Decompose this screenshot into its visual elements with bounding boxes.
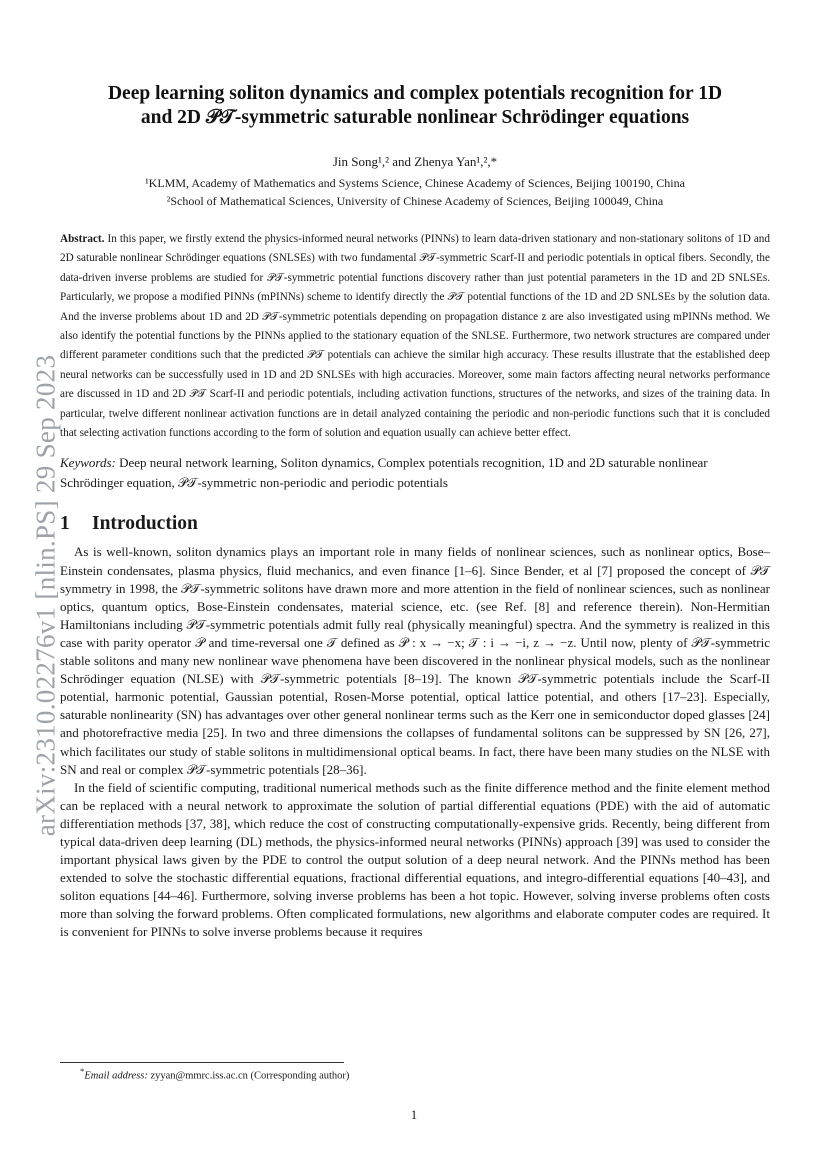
paper-title [60, 82, 770, 130]
page-number: 1 [410, 1107, 418, 1122]
abstract [60, 230, 770, 443]
affiliations [60, 174, 770, 210]
title-line-2: and 2D 𝒫𝒯-symmetric saturable nonlinear Schrödinger equations [140, 107, 690, 128]
introduction-body [60, 543, 770, 941]
abstract-label: Abstract. [60, 233, 105, 245]
keywords-text: Deep neural network learning, Soliton dynamics, Complex potentials recognition, 1D and 2D saturable nonlinear Schrödinger equation, 𝒫𝒯-symmetric non-periodic and periodic potentials [60, 455, 708, 491]
affiliation-2: ²School of Mathematical Sciences, University of Chinese Academy of Sciences, Beijing 100049, China [166, 194, 664, 208]
introduction-paragraph-1: As is well-known, soliton dynamics plays an important role in many fields of nonlinear sciences, such as nonlinear optics, Bose–Einstein condensates, plasma physics, fluid mechanics, and even finance [1–6]. Since Bender, et al [7] proposed the concept of 𝒫𝒯 symmetry in 1998, the 𝒫𝒯-symmetric solitons have drawn more and more attention in the field of nonlinear sciences, such as nonlinear optics, quantum optics, Bose-Einstein condensates, material science, etc. (see Ref. [8] and reference therein). Non-Hermitian Hamiltonians including 𝒫𝒯-symmetric potentials admit fully real (physically meaningful) spectra. And the symmetry is realized in this case with parity operator 𝒫 and time-reversal one 𝒯 defined as 𝒫 : x → −x; 𝒯 : i → −i, z → −z. Until now, plenty of 𝒫𝒯-symmetric stable solitons and many new nonlinear wave phenomena have been discovered in the nonlinear physical models, such as the nonlinear Schrödinger equation (NLSE) with 𝒫𝒯-symmetric potentials [8–19]. The known 𝒫𝒯-symmetric potentials include the Scarf-II potential, harmonic potential, Gaussian potential, Rosen-Morse potential, optical lattice potential, and others [17–23]. Especially, saturable nonlinearity (SN) has advantages over other general nonlinear terms such as the Kerr one in semiconductor doped glasses [24] and photorefractive media [25]. In two and three dimensions the collapses of fundamental solitons can be suppressed by SN [26, 27], which facilitates our study of stable solitons in multidimensional optical beams. In fact, there have been many studies on the NLSE with SN and real or complex 𝒫𝒯-symmetric potentials [28–36]. [60, 544, 770, 777]
affiliation-1: ¹KLMM, Academy of Mathematics and Systems Science, Chinese Academy of Sciences, Beijing 100190, China [145, 176, 685, 190]
section-number: 1 [60, 513, 70, 535]
abstract-text: In this paper, we firstly extend the physics-informed neural networks (PINNs) to learn data-driven stationary and non-stationary solitons of 1D and 2D saturable nonlinear Schrödinger equations (SNLSEs) with two fundamental 𝒫𝒯-symmetric Scarf-II and periodic potentials in optical fibers. Secondly, the data-driven inverse problems are studied for 𝒫𝒯-symmetric potential functions discovery rather than just potential parameters in the 1D and 2D SNLSEs. Particularly, we propose a modified PINNs (mPINNs) scheme to identify directly the 𝒫𝒯 potential functions of the 1D and 2D SNLSEs by the solution data. And the inverse problems about 1D and 2D 𝒫𝒯-symmetric potentials depending on propagation distance z are also investigated using mPINNs method. We also identify the potential functions by the PINNs applied to the stationary equation of the SNLSE. Furthermore, two network structures are compared under different parameter conditions such that the predicted 𝒫𝒯 potentials can achieve the similar high accuracy. These results illustrate that the established deep neural networks can be successfully used in 1D and 2D SNLSEs with high accuracies. Moreover, some main factors affecting neural networks performance are discussed in 1D and 2D 𝒫𝒯 Scarf-II and periodic potentials, including activation functions, structures of the networks, and sizes of the training data. In particular, twelve different nonlinear activation functions are in detail analyzed containing the periodic and non-periodic functions such that it is concluded that selecting activation functions according to the form of solution and equation usually can achieve better effect. [60, 233, 770, 440]
section-heading-introduction [60, 513, 770, 535]
footnote-label: Email address: [84, 1070, 148, 1082]
footnote [80, 1066, 349, 1082]
footnote-divider [60, 1062, 344, 1063]
keywords [60, 453, 770, 493]
keywords-label: Keywords: [60, 455, 116, 471]
introduction-paragraph-2: In the field of scientific computing, traditional numerical methods such as the finite difference method and the finite element method can be replaced with a neural network to approximate the solution of partial differential equations (PDE) with the aid of automatic differentiation methods [37, 38], which reduce the cost of constructing computationally-expensive grids. Recently, being different from typical data-driven deep learning (DL) methods, the physics-informed neural networks (PINNs) approach [39] was used to consider the important physical laws given by the PDE to control the output solution of a deep neural network. And the PINNs method has been extended to solve the stochastic differential equations, fractional differential equations, and integro-differential equations [40–43], and soliton equations [44–46]. Furthermore, solving inverse problems has been a hot topic. However, solving inverse problems often costs more than solving the forward problems. Often complicated formulations, new algorithms and elaborate computer codes are required. It is convenient for PINNs to solve inverse problems because it requires [60, 779, 770, 940]
arxiv-identifier-stamp [30, 330, 62, 860]
title-line-1: Deep learning soliton dynamics and complex potentials recognition for 1D [107, 83, 723, 104]
arxiv-identifier-text: arXiv:2310.02276v1 [nlin.PS] 29 Sep 2023 [30, 354, 61, 836]
section-title: Introduction [92, 513, 198, 535]
footnote-text: zyyan@mmrc.iss.ac.cn (Corresponding author) [147, 1070, 350, 1082]
footnote-marker: * [80, 1066, 85, 1076]
author-list: Jin Song¹,² and Zhenya Yan¹,²,* [332, 154, 498, 169]
paper-page [60, 82, 770, 942]
